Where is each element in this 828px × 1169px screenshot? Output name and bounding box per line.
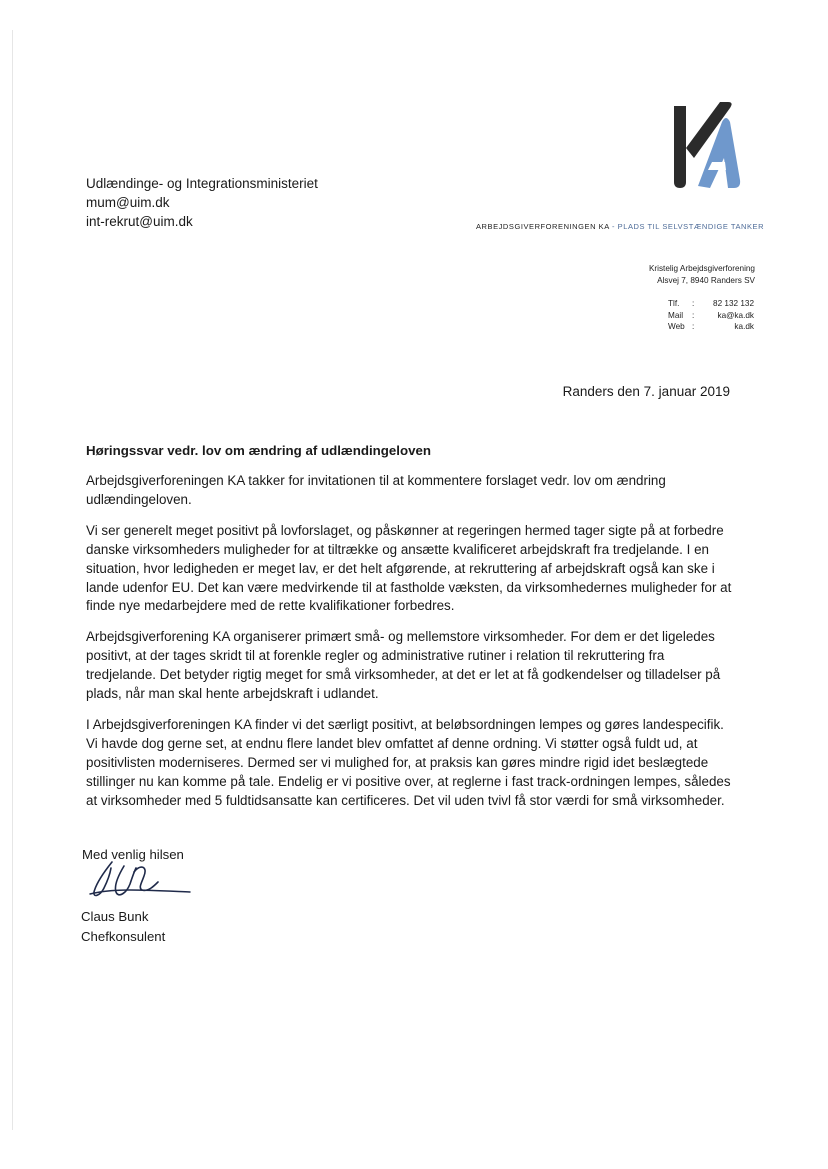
sender-street: Alsvej 7, 8940 Randers SV [657, 275, 755, 285]
tagline-slogan: - PLADS TIL SELVSTÆNDIGE TANKER [609, 222, 765, 231]
body-paragraph: I Arbejdsgiverforeningen KA finder vi det særligt positivt, at beløbsordningen lempes og gøres landespecifik. Vi havde dog gerne set, at endnu flere landet blev omfattet af denne ordning. Vi støtter også fuldt ud, at positivlisten moderniseres. Dermed ser vi mulighed for, at praksis kan gøres mindre rigid idet beslægtede stillinger nu kan komme på tale. Endelig er vi positive over, at reglerne i fast track-ordningen lempes, således at virksomheder med 5 fuldtidsansatte kan certificeres. Det vil uden tvivl få stor værdi for små virksomheder. [86, 716, 731, 808]
signer-name: Claus Bunk [81, 909, 149, 924]
sender-org-name: Kristelig Arbejdsgiverforening [648, 264, 755, 273]
letterhead-tagline [476, 222, 764, 231]
signer-title: Chefkonsulent [81, 928, 166, 944]
letter-subject: Høringssvar vedr. lov om ændring af udlændingeloven [86, 443, 432, 458]
contact-separator: : [692, 299, 695, 308]
contact-label: Mail [668, 310, 684, 320]
body-paragraph: Vi ser generelt meget positivt på lovforslaget, og påskønner at regeringen hermed tager sigte på at forbedre danske virksomheders muligheder for at tiltrække og ansætte kvalificeret arbejdskraft fra tredjelande. I en situation, hvor ledigheden er meget lav, er det helt afgørende, at rekruttering af arbejdskraft også kan ske i lande udenfor EU. Det kan være medvirkende til at fastholde væksten, da virksomhedernes muligheder for at finde nye medarbejdere med de rette kvalifikationer forbedres. [86, 522, 732, 614]
contact-separator: : [692, 322, 695, 331]
contact-label: Web [668, 322, 685, 331]
recipient-name: Udlændinge- og Integrationsministeriet [86, 176, 318, 191]
letter-body [86, 472, 734, 823]
sender-contacts [668, 298, 754, 333]
recipient-address [86, 174, 318, 231]
contact-label: Tlf. [668, 299, 680, 308]
contact-row [668, 321, 754, 333]
signer-block [81, 907, 165, 946]
contact-row [668, 310, 754, 322]
sender-address [649, 263, 755, 286]
recipient-email-secondary: int-rekrut@uim.dk [86, 214, 193, 229]
body-paragraph: Arbejdsgiverforeningen KA takker for invitationen til at kommentere forslaget vedr. lov om ændring udlændingeloven. [86, 473, 666, 507]
contact-value: ka.dk [734, 322, 754, 331]
closing-greeting: Med venlig hilsen [82, 847, 184, 862]
handwritten-signature-icon [84, 858, 196, 900]
contact-separator: : [692, 310, 695, 320]
contact-value: ka@ka.dk [717, 310, 754, 320]
recipient-email: mum@uim.dk [86, 195, 170, 210]
page-edge [12, 30, 13, 1130]
letter-date: Randers den 7. januar 2019 [562, 384, 730, 399]
contact-value: 82 132 132 [713, 299, 754, 308]
ka-logo-icon [668, 96, 744, 192]
tagline-org: ARBEJDSGIVERFORENINGEN KA [476, 222, 610, 231]
body-paragraph: Arbejdsgiverforening KA organiserer primært små- og mellemstore virksomheder. For dem er det ligeledes positivt, at der tages skridt til at forenkle regler og administrative rutiner i relation til rekruttering fra tredjelande. Det betyder rigtig meget for små virksomheder, at det er let at få godkendelser og tilladelser på plads, når man skal hente arbejdskraft i udlandet. [86, 629, 721, 702]
contact-row [668, 298, 754, 310]
